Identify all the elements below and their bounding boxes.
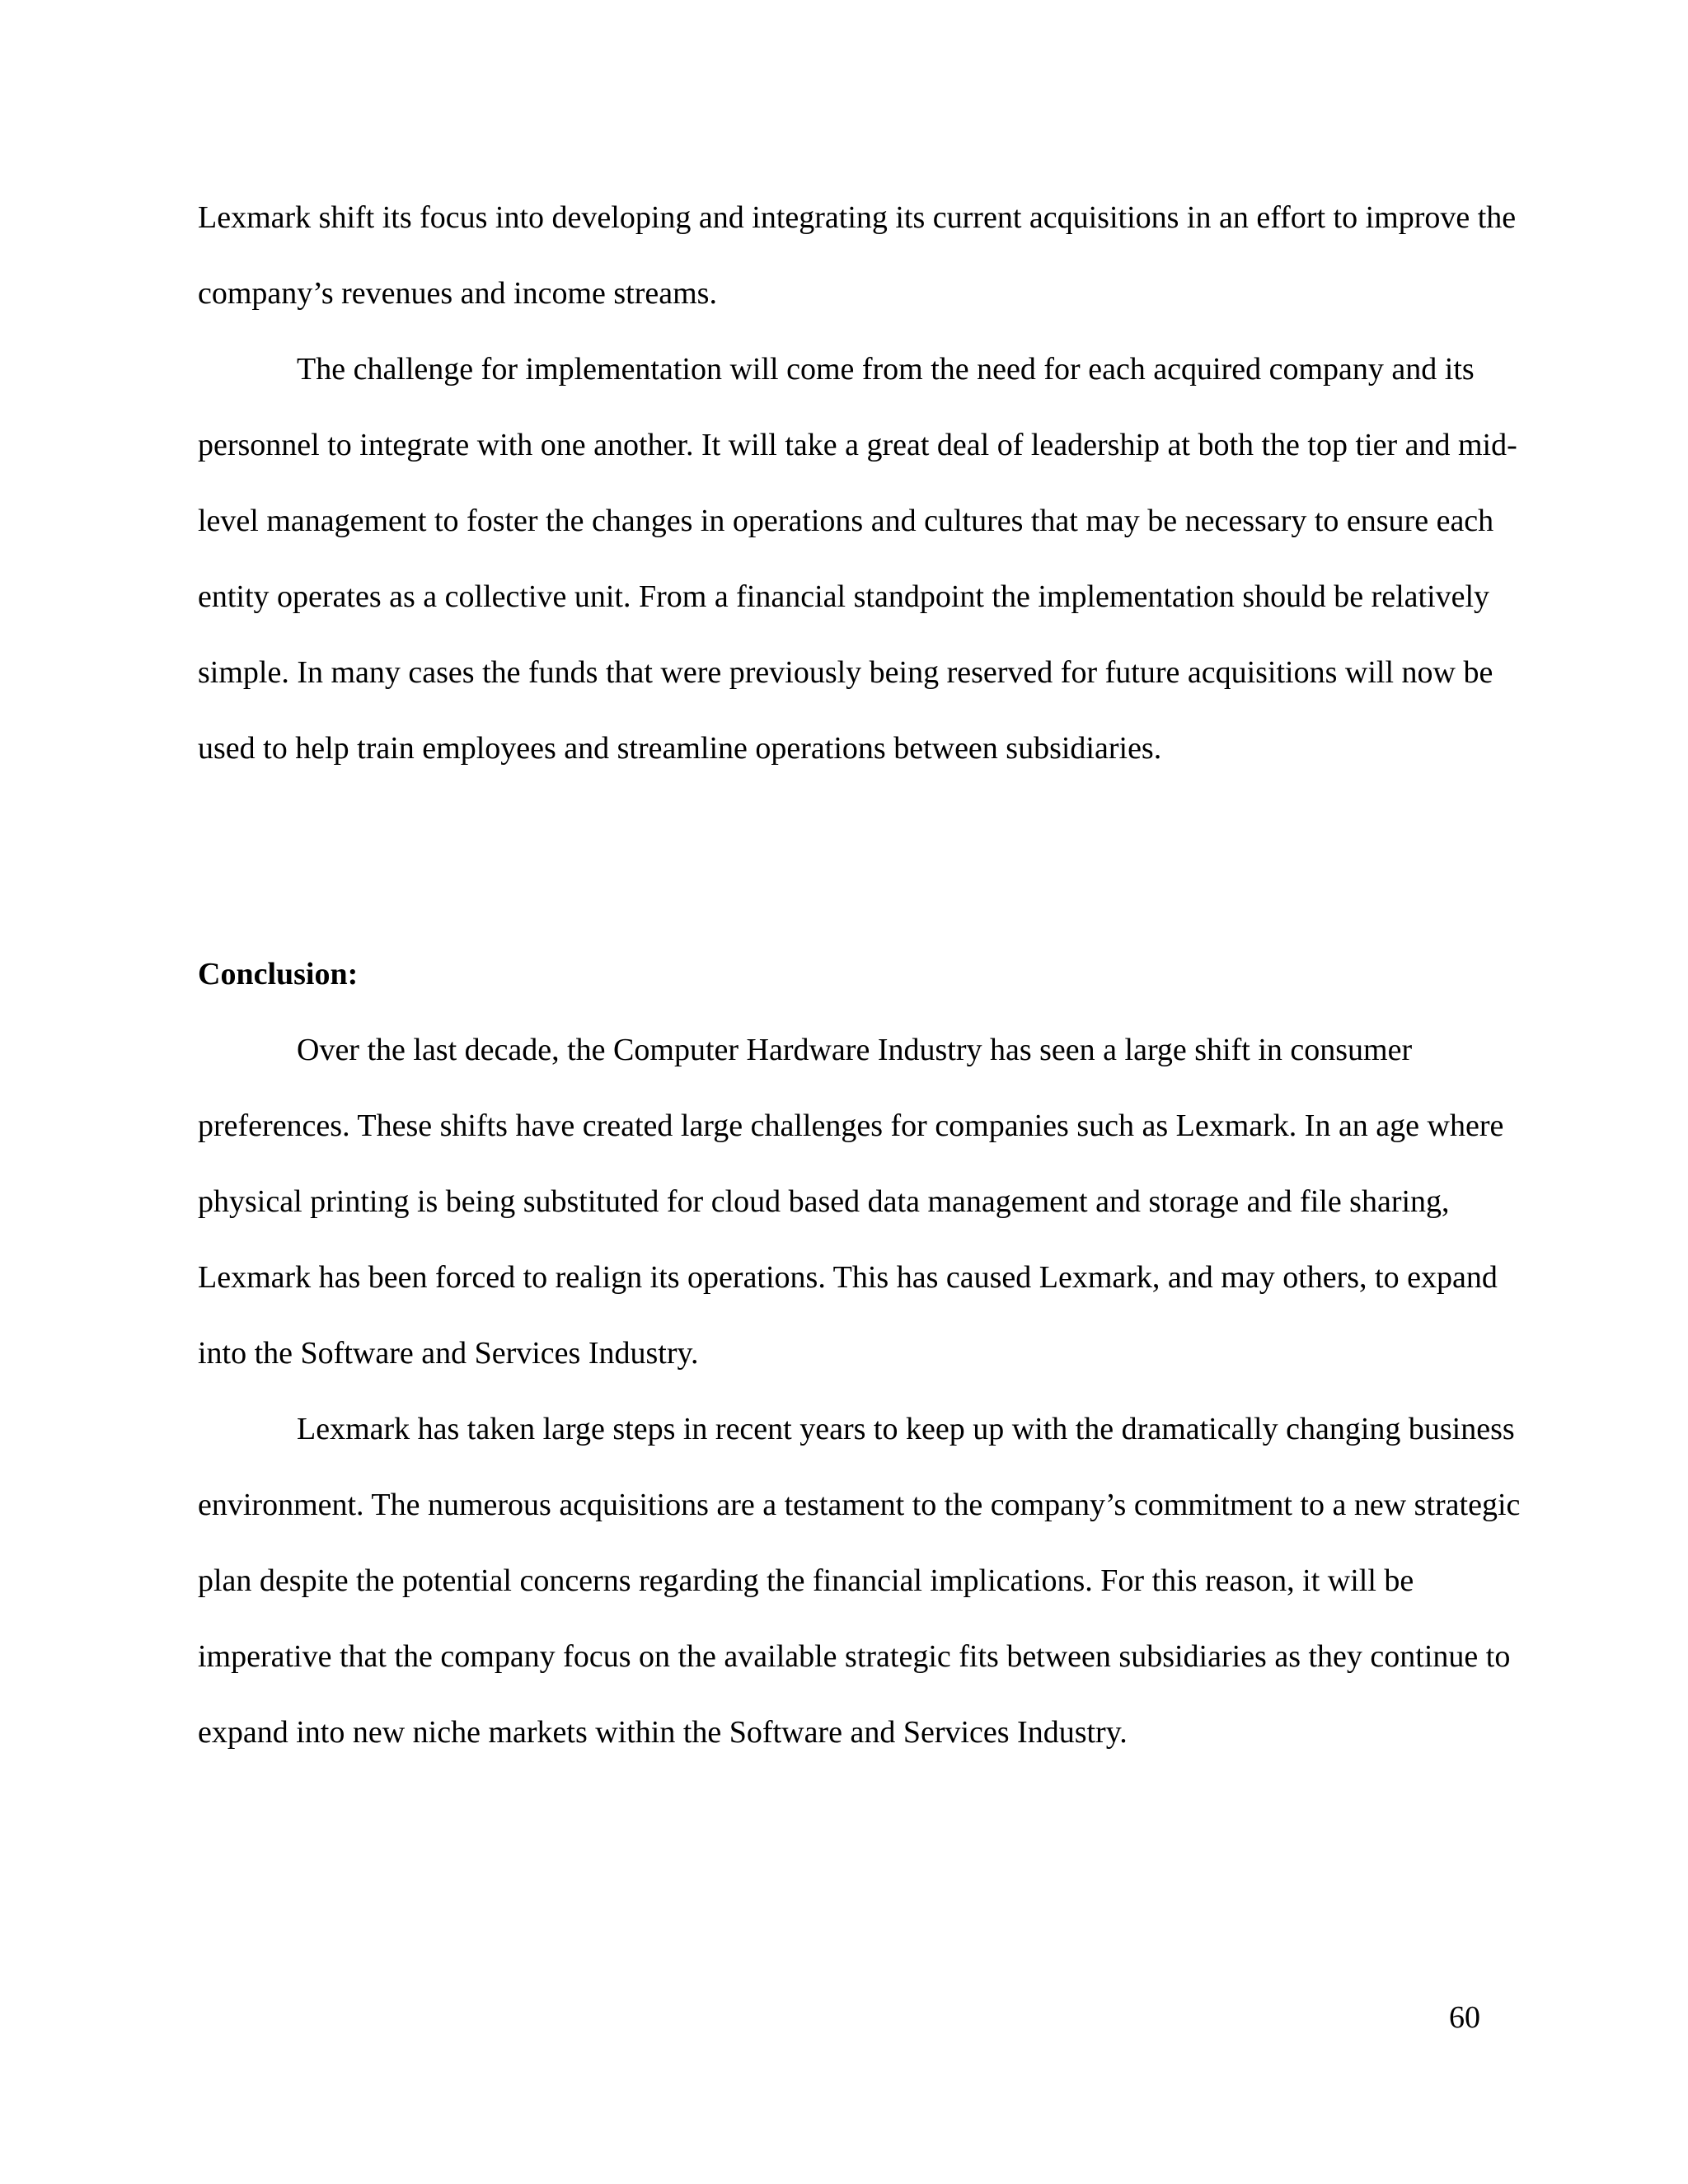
paragraph-implementation-challenge: The challenge for implementation will come from the need for each acquired company and its personnel to integrate with one another. It will take a great deal of leadership at both the top tier and mid-level management to foster the changes in operations and cultures that may be necessary to ensure each entity operates as a collective unit. From a financial standpoint the implementation should be relatively simple. In many cases the funds that were previously being reserved for future acquisitions will now be used to help train employees and streamline operations between subsidiaries. <box>198 352 1517 766</box>
paragraph-conclusion-2: Lexmark has taken large steps in recent years to keep up with the dramatically changing business environment. The numerous acquisitions are a testament to the company’s commitment to a new strategic plan despite the potential concerns regarding the financial implications. For this reason, it will be imperative that the company focus on the available strategic fits between subsidiaries as they continue to expand into new niche markets within the Software and Services Industry. <box>198 1412 1521 1750</box>
conclusion-heading: Conclusion: <box>198 957 359 991</box>
paragraph-conclusion-1: Over the last decade, the Computer Hardware Industry has seen a large shift in consumer preferences. These shifts have created large challenges for companies such as Lexmark. In an age where physical printing is being substituted for cloud based data management and storage and file sharing, Lexmark has been forced to realign its operations. This has caused Lexmark, and may others, to expand into the Software and Services Industry. <box>198 1033 1504 1371</box>
conclusion-section <box>198 936 1525 1770</box>
paragraph-continuation: Lexmark shift its focus into developing and integrating its current acquisitions in an effort to improve the company’s revenues and income streams. <box>198 200 1517 311</box>
page-number: 60 <box>1449 2000 1480 2035</box>
body-text-section <box>198 180 1525 786</box>
